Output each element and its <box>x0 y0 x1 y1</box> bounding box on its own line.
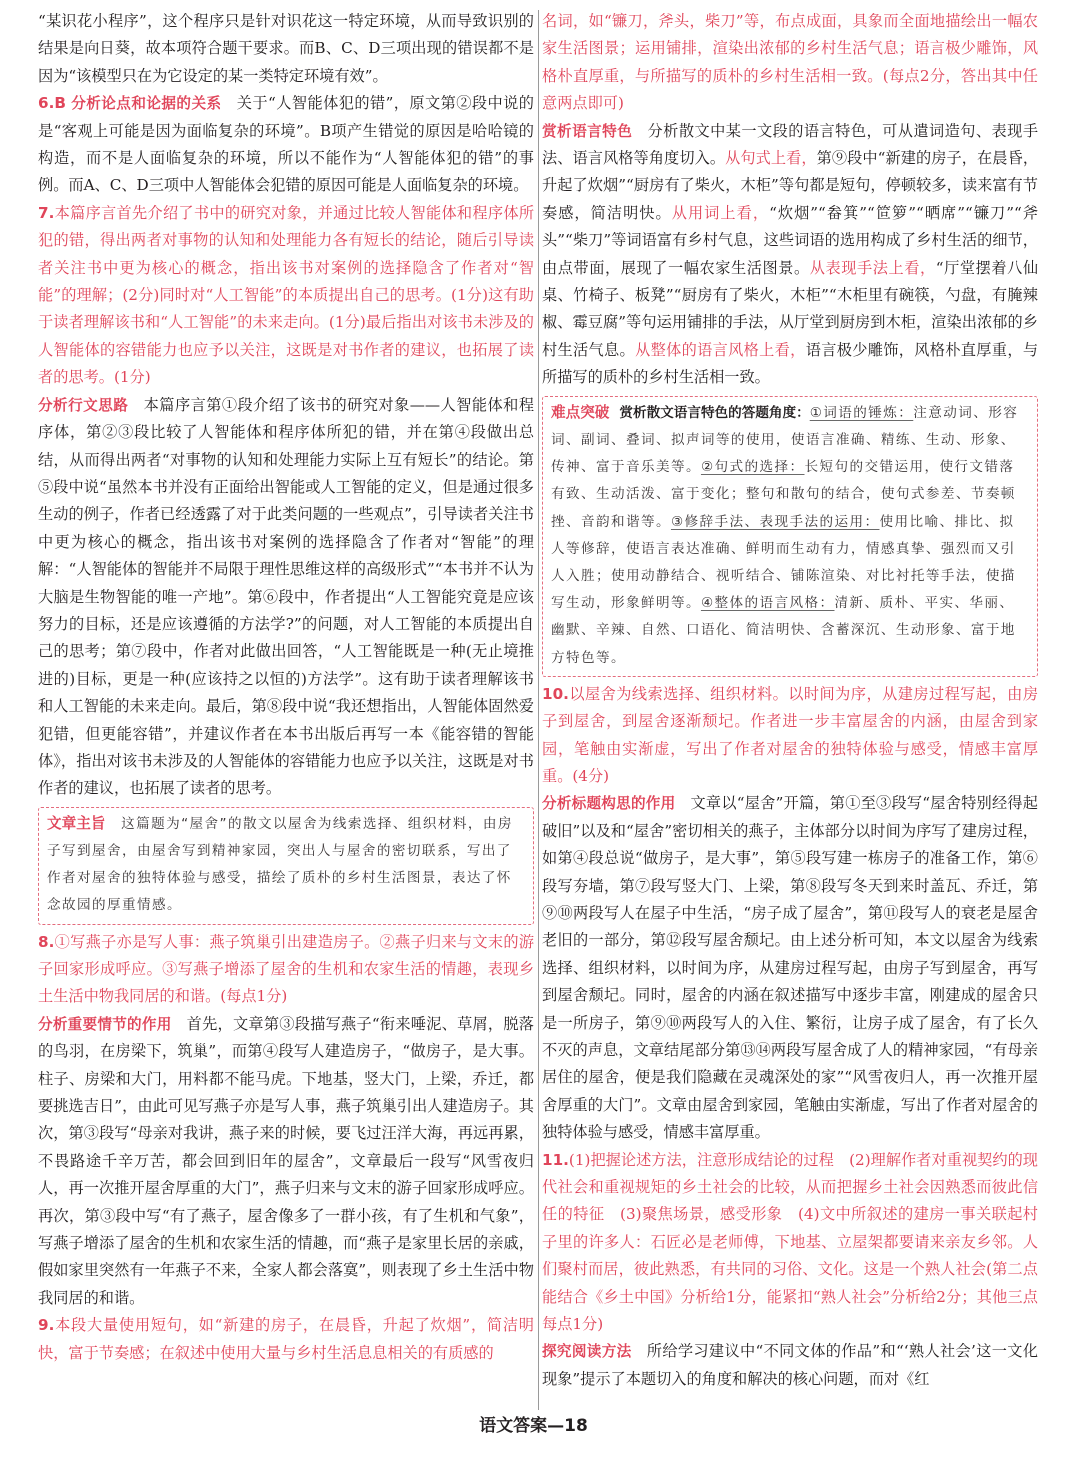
theme-box <box>38 807 534 925</box>
difficulty-box-tag: 难点突破 <box>551 403 610 421</box>
difficulty-point-3-text: 使用比喻、排比、拟人等修辞，使语言表达准确、鲜明而生动有力，情感真挚、强烈而又引人入胜；使用动静结合、视听结合、铺陈渲染、对比衬托等手法，使描写生动，形象鲜明等。 <box>551 513 1016 612</box>
q11-number: 11. <box>542 1150 569 1169</box>
q9-analysis <box>542 118 1038 392</box>
right-column <box>542 8 1038 1393</box>
q8-analysis <box>38 1011 534 1312</box>
q8-text: ①写燕子亦是写人事：燕子筑巢引出建造房子。②燕子归来与文末的游子回家形成呼应。③写燕子增添了屋舍的生机和农家生活的情趣，表现乡土生活中物我同居的和谐。(每点1分) <box>38 932 534 1006</box>
q7-number: 7. <box>38 203 55 222</box>
q6-answer <box>38 90 534 200</box>
theme-box-text: 这篇题为“屋舍”的散文以屋舍为线索选择、组织材料，由房子写到屋舍，由屋舍写到精神家园，突出人与屋舍的密切联系，写出了作者对屋舍的独特体验与感受，描绘了质朴的乡村生活图景，表达了怀念故园的厚重情感。 <box>47 815 513 914</box>
theme-box-tag: 文章主旨 <box>47 814 106 832</box>
q9-analysis-tag: 赏析语言特色 <box>542 122 633 140</box>
q6-number: 6.B <box>38 94 66 113</box>
q7-text: 本篇序言首先介绍了书中的研究对象，并通过比较人智能体和程序体所犯的错，得出两者对事物的认知和处理能力各有短长的结论，随后引导读者关注书中更为核心的概念，指出该书对案例的选择隐含了作者对“智能”的理解；(2分)同时对“人工智能”的本质提出自己的思考。(1分)这有助于读者理解该书和“人工智能”的未来走向。(1分)最后指出对该书未涉及的人智能体的容错能力也应予以关注，这既是对书作者的建议，也拓展了读者的思考。(1分) <box>38 203 534 387</box>
intro-paragraph: “某识花小程序”，这个程序只是针对识花这一特定环境，从而导致识别的结果是向日葵，故本项符合题干要求。而B、C、D三项出现的错误都不是因为“该模型只在为它设定的某一类特定环境有效”。 <box>38 12 534 85</box>
q8-analysis-tag: 分析重要情节的作用 <box>38 1015 172 1033</box>
q7-analysis-text: 本篇序言第①段介绍了该书的研究对象——人智能体和程序体，第②③段比较了人智能体和程序体所犯的错，并在第④段做出总结，从而得出两者“对事物的认知和处理能力实际上互有短长”的结论。第⑤段中说“虽然本书并没有正面给出智能或人工智能的定义，但是通过很多生动的例子，作者已经透露了对于此类问题的一些观点”，引导读者关注书中更为核心的概念，指出该书对案例的选择隐含了作者对“智能”的理解：“人智能体的智能并不局限于理性思维这样的高级形式”“本书并不认为大脑是生物智能的唯一产地”。第⑥段中，作者提出“人工智能究竟是应该努力的目标，还是应该遵循的方法学?”的问题，对人工智能的本质提出自己的思考；第⑦段中，作者对此做出回答，“人工智能既是一种(无止境推进的)目标，更是一种(应该持之以恒的)方法学”。这有助于读者理解该书和人工智能的未来走向。最后，第⑧段中说“我还想指出，人智能体固然爱犯错，但更能容错”，并建议作者在本书出版后再写一本《能容错的智能体》，指出对该书未涉及的人智能体的容错能力也应予以关注，这既是对书作者的建议，也拓展了读者的思考。 <box>38 395 535 798</box>
q7-answer <box>38 200 534 392</box>
q7-analysis <box>38 392 534 803</box>
q9-answer <box>38 1312 534 1367</box>
difficulty-point-4-head: ④整体的语言风格： <box>700 595 835 612</box>
q11-analysis-tag: 探究阅读方法 <box>542 1343 632 1361</box>
difficulty-point-3-head: ③修辞手法、表现手法的运用： <box>670 513 880 530</box>
difficulty-point-1-head: ①词语的锤炼： <box>809 404 914 421</box>
q6-text: 关于“人智能体犯的错”，原文第②段中说的是“客观上可能是因为面临复杂的环境”。B项产生错觉的原因是哈哈镜的构造，而不是人面临复杂的环境，所以不能作为“人智能体犯的错”的事例。而A、C、D三项中人智能体会犯错的原因可能是人面临复杂的环境。 <box>38 94 534 195</box>
difficulty-point-2-head: ②句式的选择： <box>700 459 805 476</box>
page-footer: 语文答案—18 <box>479 1416 588 1436</box>
difficulty-point-2-text: 长短句的交错运用，使行文错落有致、生动活泼、富于变化；整句和散句的结合，使句式参差、节奏顿挫、音韵和谐等。 <box>551 459 1016 530</box>
q10-number: 10. <box>542 684 569 703</box>
q8-number: 8. <box>38 932 55 951</box>
q10-answer <box>542 681 1038 791</box>
q6-tag: 分析论点和论据的关系 <box>71 95 222 113</box>
q9-analysis-d: 从用词上看， <box>671 203 770 222</box>
q9-analysis-i: 语言极少雕饰，风格朴直厚重，与所描写的质朴的乡村生活相一致。 <box>542 340 1039 387</box>
q9-analysis-f: 从表现手法上看， <box>809 258 936 277</box>
page-margin <box>0 0 14 1468</box>
difficulty-box <box>542 396 1038 677</box>
q9-analysis-c: 第⑨段中“新建的房子，在晨昏，升起了炊烟”“厨房有了柴火，木柜”等句都是短句，停顿较多，读来富有节奏感，简洁明快。 <box>542 149 1039 222</box>
difficulty-point-1-text: 注意动词、形容词、副词、叠词、拟声词等的使用，使语言准确、精练、生动、形象、传神、富于音乐美等。 <box>551 404 1019 476</box>
difficulty-point-4-text: 清新、质朴、平实、华丽、幽默、辛辣、自然、口语化、简洁明快、含蓄深沉、生动形象、富于地方特色等。 <box>551 595 1016 666</box>
q10-analysis-tag: 分析标题构思的作用 <box>542 795 676 813</box>
q11-text: (1)把握论述方法，注意形成结论的过程 (2)理解作者对重视契约的现代社会和重视规矩的乡土社会的比较，从而把握乡土社会因熟悉而彼此信任的特征 (3)聚焦场景，感受形象 (4)文中所叙述的建房一事关联起村子里的许多人：石匠必是老师傅，下地基、立屋架都要请来亲友乡邻。人们聚村而居，彼此熟悉，有共同的习俗、文化。这是一个熟人社会(第二点能结合《乡土中国》分析给1分，能紧扣“熟人社会”分析给2分；其他三点每点1分) <box>542 1150 1038 1334</box>
left-column <box>38 8 534 1367</box>
q9-analysis-e: “炊烟”“畚箕”“笸箩”“晒席”“镰刀”“斧头”“柴刀”等词语富有乡村气息，这些词语的选用构成了乡村生活的细节，由点带面，展现了一幅农家生活图景。 <box>542 203 1039 277</box>
q11-analysis-text: 所给学习建议中“不同文体的作品”和“‘熟人社会’这一文化现象”提示了本题切入的角度和解决的核心问题，而对《红 <box>542 1342 1038 1388</box>
difficulty-box-title: 赏析散文语言特色的答题角度： <box>619 404 810 421</box>
q9-analysis-b: 从句式上看， <box>725 149 817 168</box>
q11-analysis <box>542 1338 1038 1393</box>
column-divider <box>538 10 539 1410</box>
q9-analysis-h: 从整体的语言风格上看， <box>635 340 806 359</box>
q11-answer <box>542 1147 1038 1339</box>
q8-analysis-text: 首先，文章第③段描写燕子“衔来唾泥、草屑，脱落的鸟羽，在房梁下，筑巢”，而第④段写人建造房子，“做房子，是大事。柱子、房梁和大门，用料都不能马虎。下地基，竖大门，上梁，乔迁，都要挑选吉日”，由此可见写燕子亦是写人事，燕子筑巢引出人建造房子。其次，第③段写“母亲对我讲，燕子来的时候，要飞过汪洋大海，再远再累，不畏路途千辛万苦，都会回到旧年的屋舍”，文章最后一段写“风雪夜归人，再一次推开屋舍厚重的大门”，燕子归来与文末的游子回家形成呼应。再次，第③段中写“有了燕子，屋舍像多了一群小孩，有了生机和气象”，写燕子增添了屋舍的生机和农家生活的情趣，而“燕子是家里长居的亲戚，假如家里突然有一年燕子不来，全家人都会落寞”，则表现了乡土生活中物我同居的和谐。 <box>38 1014 534 1307</box>
q10-analysis <box>542 790 1038 1146</box>
q9-analysis-a: 分析散文中某一文段的语言特色，可从遣词造句、表现手法、语言风格等角度切入。 <box>542 121 1039 168</box>
q9-answer-continued: 名词，如“镰刀，斧头，柴刀”等，布点成面，具象而全面地描绘出一幅农家生活图景；运用铺排，渲染出浓郁的乡村生活气息；语言极少雕饰，风格朴直厚重，与所描写的质朴的乡村生活相一致。(每点2分，答出其中任意两点即可) <box>542 12 1038 113</box>
q8-answer <box>38 929 534 1011</box>
q10-analysis-text: 文章以“屋舍”开篇，第①至③段写“屋舍特别经得起破旧”以及和“屋舍”密切相关的燕子，主体部分以时间为序写了建房过程，如第④段总说“做房子，是大事”，第⑤段写建一栋房子的准备工作，第⑥段写夯墙，第⑦段写竖大门、上梁，第⑧段写冬天到来时盖瓦、乔迁，第⑨⑩两段写人在屋子中生活，“房子成了屋舍”，第⑪段写人的衰老是屋舍老旧的一部分，第⑫段写屋舍颓圮。由上述分析可知，本文以屋舍为线索选择、组织材料，以时间为序，从建房过程写起，由房子写到屋舍，再写到屋舍颓圮。同时，屋舍的内涵在叙述描写中逐步丰富，刚建成的屋舍只是一所房子，第⑨⑩两段写人的入住、繁衍，让房子成了屋舍，有了长久不灭的声息，文章结尾部分第⑬⑭两段写屋舍成了人的精神家园，“有母亲居住的屋舍，便是我们隐藏在灵魂深处的家”“风雪夜归人，再一次推开屋舍厚重的大门”。文章由屋舍到家园，笔触由实渐虚，写出了作者对屋舍的独特体验与感受，情感丰富厚重。 <box>542 794 1038 1142</box>
q9-analysis-g: “厅堂摆着八仙桌、竹椅子、板凳”“厨房有了柴火，木柜”“木柜里有碗筷，勺盘，有腌辣椒、霉豆腐”等句运用铺排的手法，从厅堂到厨房到木柜，渲染出浓郁的乡村生活气息。 <box>542 258 1039 359</box>
q9-text: 本段大量使用短句，如“新建的房子，在晨昏，升起了炊烟”，简洁明快，富于节奏感；在叙述中使用大量与乡村生活息息相关的有质感的 <box>38 1316 534 1362</box>
q10-text: 以屋舍为线索选择、组织材料。以时间为序，从建房过程写起，由房子到屋舍，到屋舍逐渐颓圮。作者进一步丰富屋舍的内涵，由屋舍到家园，笔触由实渐虚，写出了作者对屋舍的独特体验与感受，情感丰富厚重。(4分) <box>542 684 1038 785</box>
q7-analysis-tag: 分析行文思路 <box>38 396 129 414</box>
q9-number: 9. <box>38 1316 55 1335</box>
